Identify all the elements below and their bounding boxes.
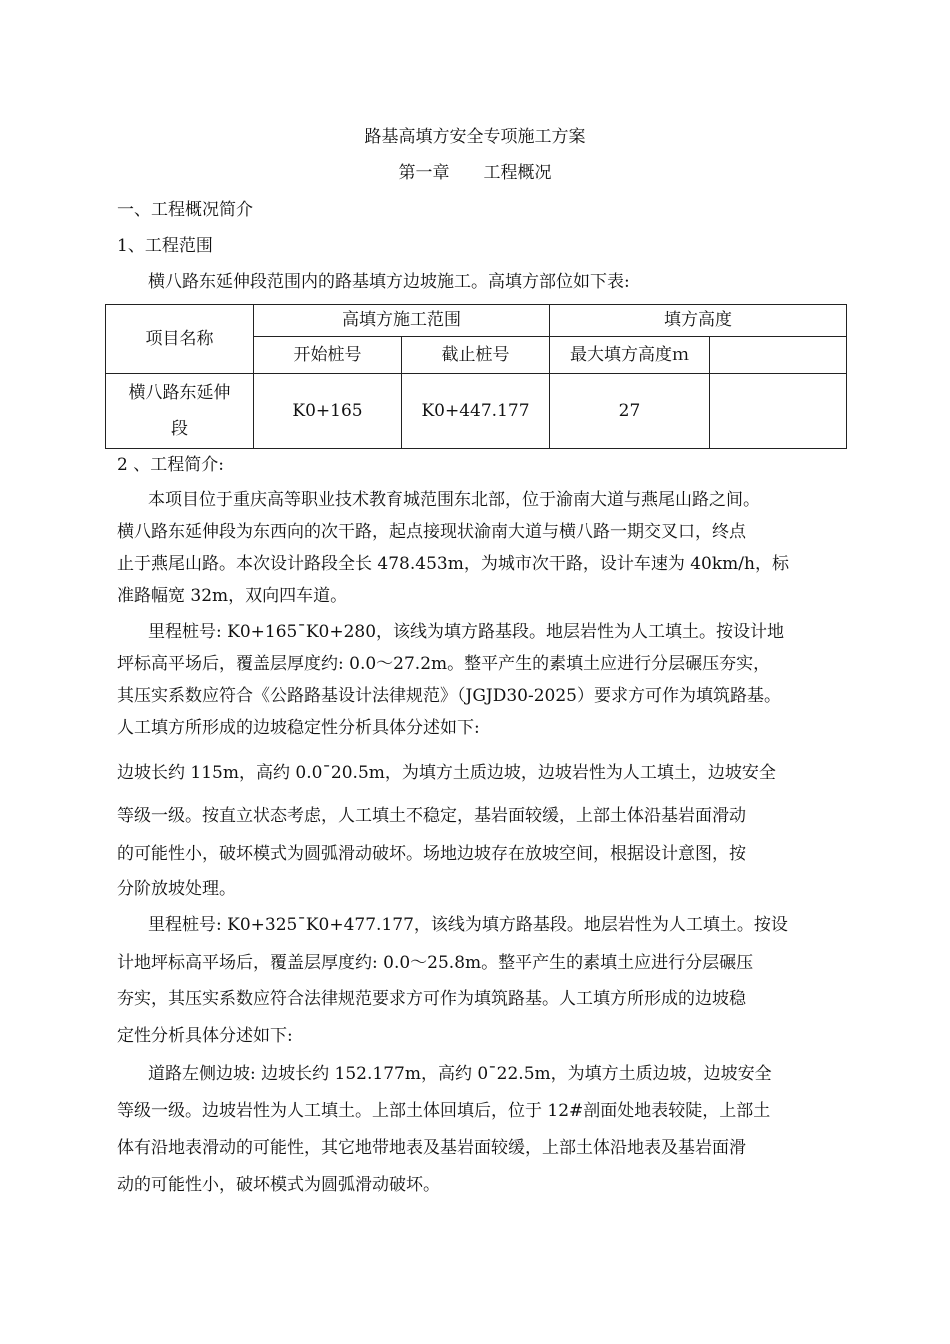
header-fill-height: 填方高度 bbox=[550, 305, 847, 337]
intro-paragraph: 横八路东延伸段范围内的路基填方边坡施工。高填方部位如下表: bbox=[148, 272, 630, 292]
header-fill-range: 高填方施工范围 bbox=[254, 305, 550, 337]
paragraph-line: 坪标高平场后，覆盖层厚度约: 0.0～27.2m。整平产生的素填土应进行分层碾压夯实， bbox=[117, 654, 771, 674]
subsection-heading-scope: 1、工程范围 bbox=[117, 236, 213, 256]
paragraph-line: 等级一级。边坡岩性为人工填土。上部土体回填后，位于 12#剖面处地表较陡，上部土 bbox=[117, 1101, 771, 1121]
paragraph-line: 止于燕尾山路。本次设计路段全长 478.453m，为城市次干路，设计车速为 40km/h，标 bbox=[117, 554, 789, 574]
cell-end-station: K0+447.177 bbox=[402, 374, 550, 449]
paragraph-line: 横八路东延伸段为东西向的次干路，起点接现状渝南大道与横八路一期交叉口，终点 bbox=[117, 522, 746, 542]
paragraph-line: 里程桩号: K0+165¯K0+280，该线为填方路基段。地层岩性为人工填土。按设计地 bbox=[148, 622, 785, 642]
header-project-name: 项目名称 bbox=[106, 305, 254, 374]
paragraph-line: 体有沿地表滑动的可能性，其它地带地表及基岩面较缓，上部土体沿地表及基岩面滑 bbox=[117, 1138, 746, 1158]
paragraph-line: 计地坪标高平场后，覆盖层厚度约: 0.0～25.8m。整平产生的素填土应进行分层碾压 bbox=[117, 953, 754, 973]
paragraph-line: 分阶放坡处理。 bbox=[117, 879, 236, 899]
header-start-station: 开始桩号 bbox=[254, 337, 402, 374]
subsection-heading-intro: 2 、工程简介: bbox=[117, 455, 224, 475]
cell-start-station: K0+165 bbox=[254, 374, 402, 449]
cell-max-fill-height: 27 bbox=[550, 374, 710, 449]
cell-project-name: 横八路东延伸段 bbox=[106, 374, 254, 449]
cell-extra bbox=[710, 374, 847, 449]
fill-range-table bbox=[105, 304, 847, 449]
header-end-station: 截止桩号 bbox=[402, 337, 550, 374]
chapter-heading: 第一章 工程概况 bbox=[398, 163, 552, 183]
paragraph-line: 本项目位于重庆高等职业技术教育城范围东北部，位于渝南大道与燕尾山路之间。 bbox=[148, 490, 760, 510]
document-title: 路基高填方安全专项施工方案 bbox=[364, 127, 586, 147]
paragraph-line: 道路左侧边坡: 边坡长约 152.177m，高约 0¯22.5m，为填方土质边坡，边坡安全 bbox=[148, 1064, 772, 1084]
header-max-fill-height: 最大填方高度ｍ bbox=[550, 337, 710, 374]
paragraph-line: 其压实系数应符合《公路路基设计法律规范》（JGJD30-2025）要求方可作为填筑路基。 bbox=[117, 686, 781, 706]
paragraph-line: 里程桩号: K0+325¯K0+477.177，该线为填方路基段。地层岩性为人工填土。按设 bbox=[148, 915, 788, 935]
paragraph-line: 的可能性小，破坏模式为圆弧滑动破坏。场地边坡存在放坡空间，根据设计意图，按 bbox=[117, 844, 746, 864]
paragraph-line: 边坡长约 115m，高约 0.0¯20.5m，为填方土质边坡，边坡岩性为人工填土，边坡安全 bbox=[117, 763, 776, 783]
paragraph-line: 定性分析具体分述如下: bbox=[117, 1026, 293, 1046]
paragraph-line: 人工填方所形成的边坡稳定性分析具体分述如下: bbox=[117, 718, 480, 738]
paragraph-line: 动的可能性小，破坏模式为圆弧滑动破坏。 bbox=[117, 1175, 440, 1195]
paragraph-line: 准路幅宽 32m，双向四车道。 bbox=[117, 586, 348, 606]
header-blank bbox=[710, 337, 847, 374]
paragraph-line: 等级一级。按直立状态考虑，人工填土不稳定，基岩面较缓，上部土体沿基岩面滑动 bbox=[117, 806, 746, 826]
paragraph-line: 夯实，其压实系数应符合法律规范要求方可作为填筑路基。人工填方所形成的边坡稳 bbox=[117, 989, 746, 1009]
section-heading: 一、工程概况简介 bbox=[117, 200, 253, 220]
